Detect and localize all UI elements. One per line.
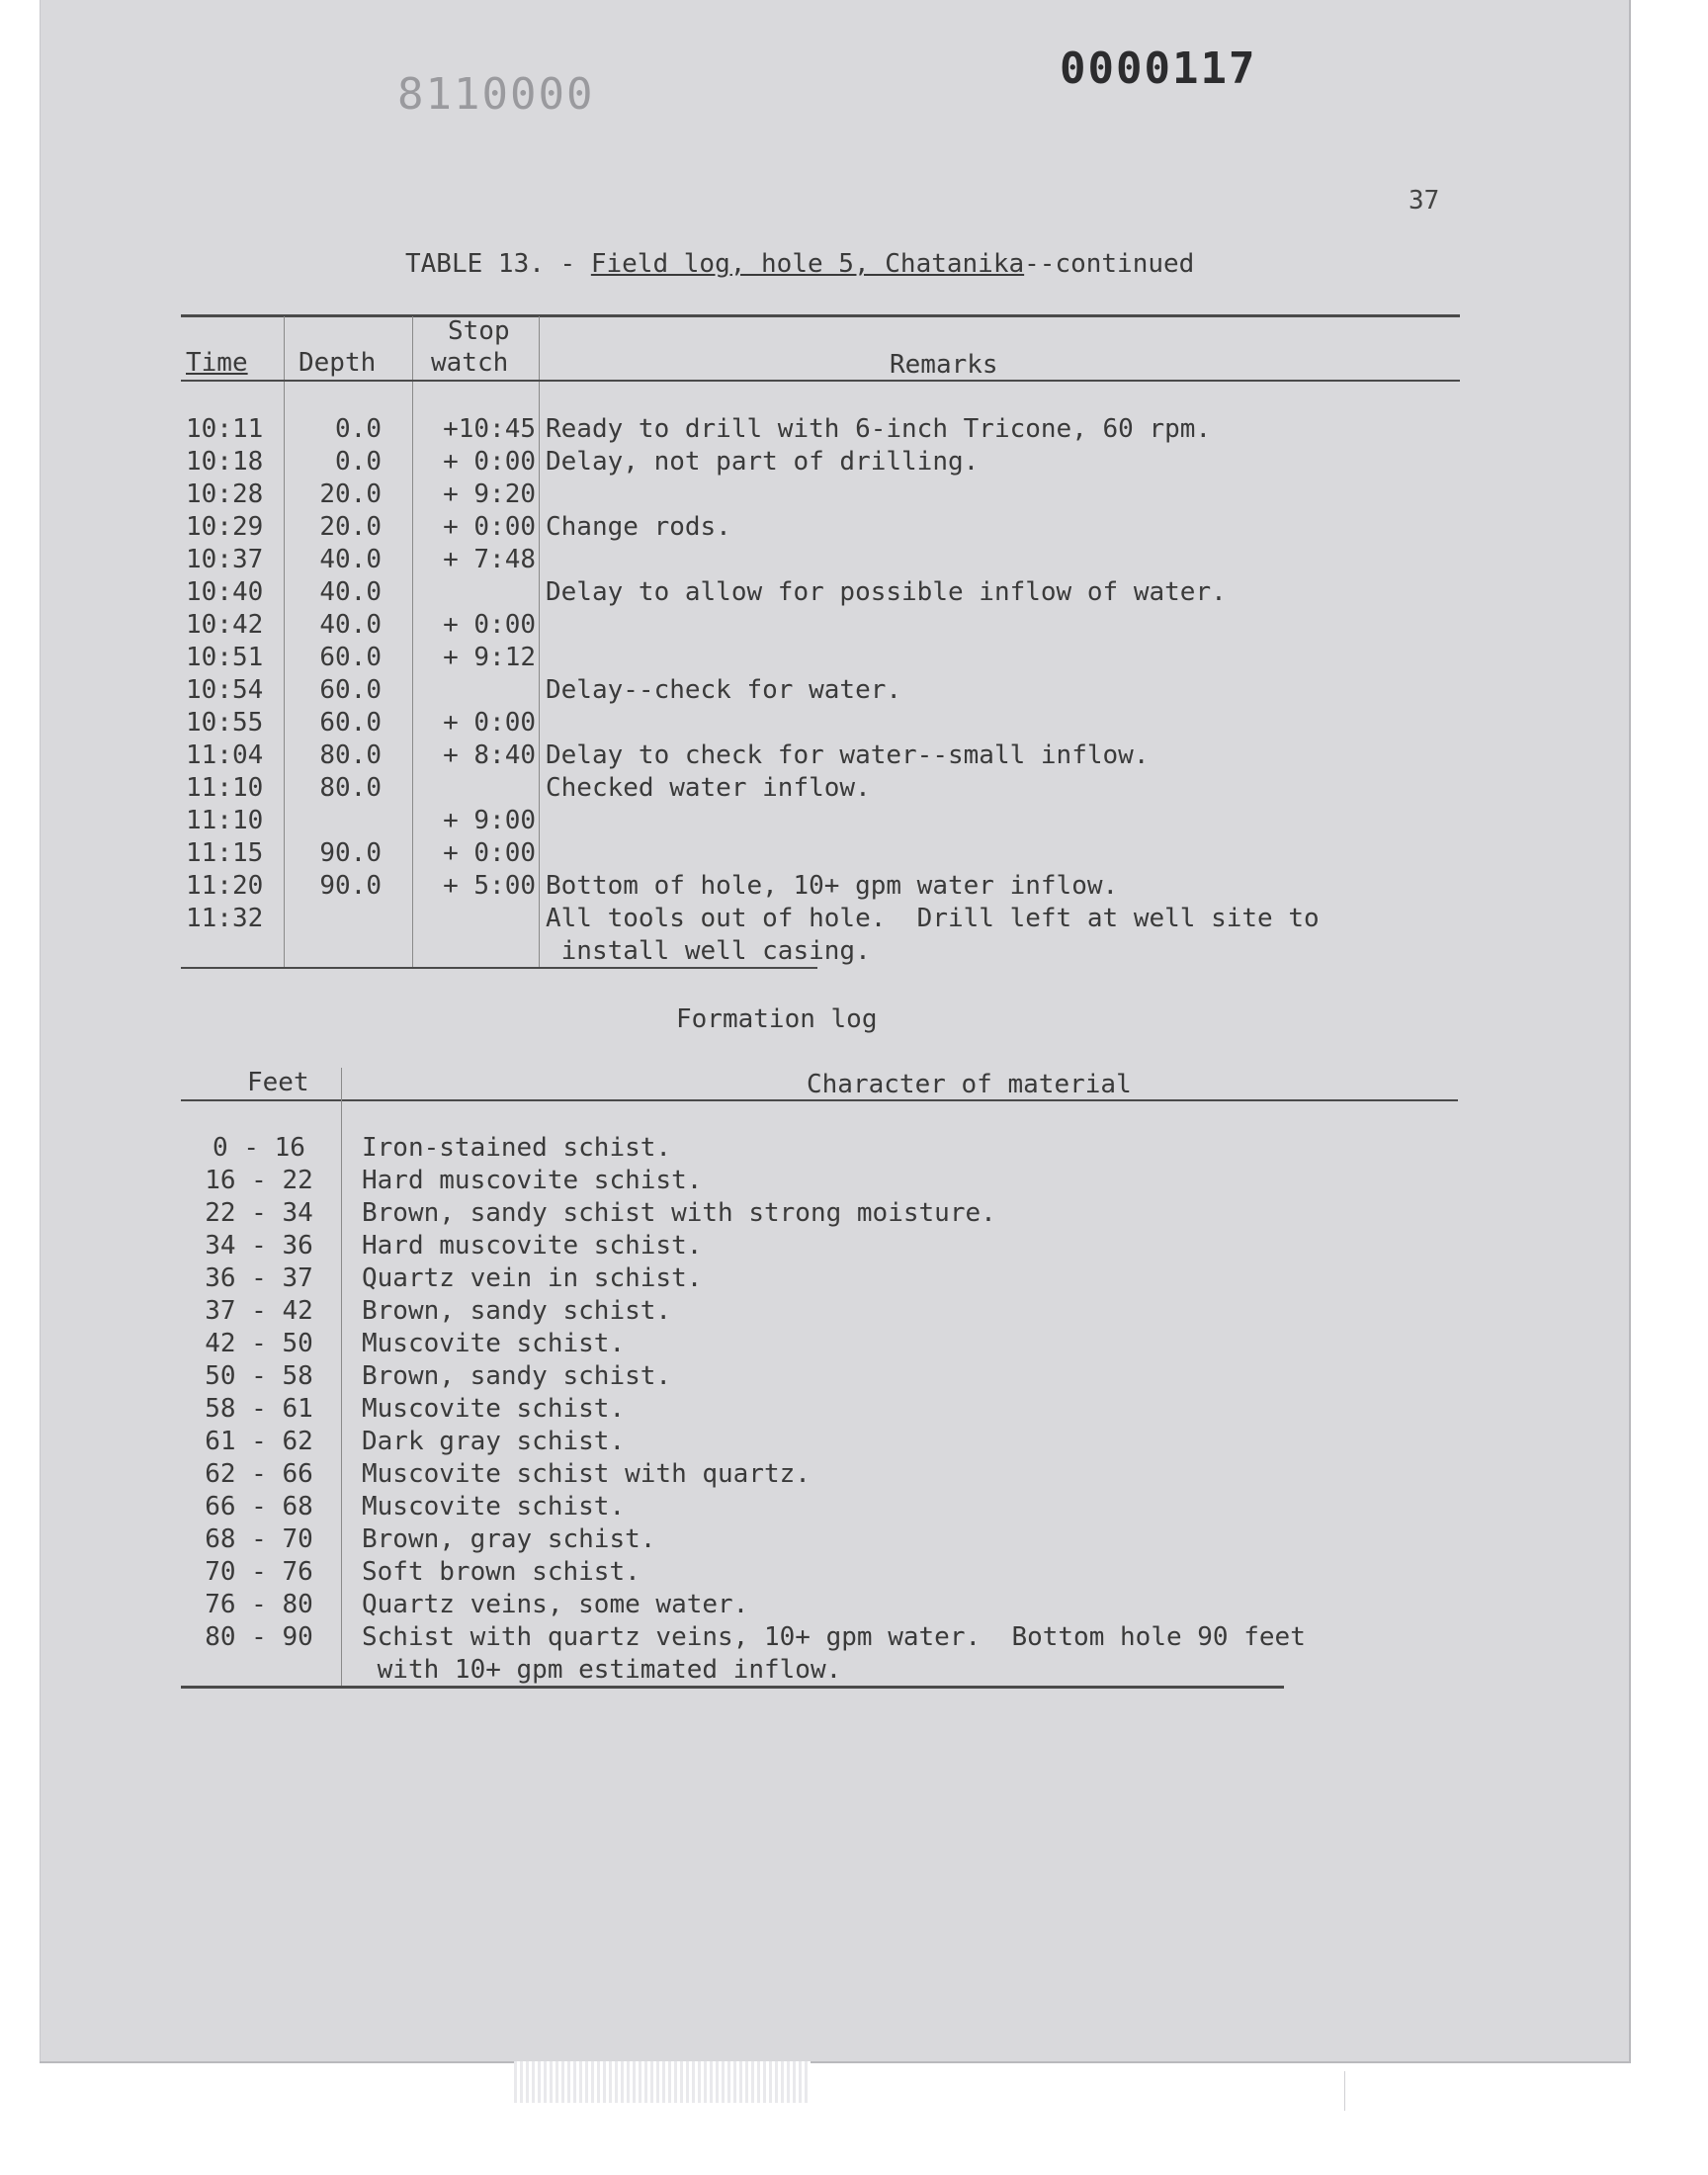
header-time: Time (186, 348, 248, 378)
scan-artifact (514, 2061, 811, 2103)
material-cell: Brown, sandy schist with strong moisture. (362, 1198, 996, 1228)
time-cell: 10:55 (186, 708, 264, 738)
time-cell: 10:40 (186, 577, 264, 607)
stopwatch-cell: + 0:00 (443, 512, 536, 542)
remarks-cell: Delay, not part of drilling. (546, 447, 980, 477)
material-cell: Hard muscovite schist. (362, 1166, 703, 1195)
time-cell: 11:15 (186, 838, 264, 868)
formation-log-heading: Formation log (676, 1004, 878, 1034)
stopwatch-cell: + 9:00 (443, 806, 536, 835)
feet-cell: 66 - 68 (205, 1492, 313, 1522)
feet-cell: 80 - 90 (205, 1622, 313, 1652)
stopwatch-cell: + 0:00 (443, 708, 536, 738)
material-cell: Hard muscovite schist. (362, 1231, 703, 1261)
scan-artifact (1344, 2071, 1345, 2111)
header-remarks: Remarks (890, 350, 998, 380)
feet-cell: 61 - 62 (205, 1427, 313, 1456)
remarks-cell: Ready to drill with 6-inch Tricone, 60 rpm. (546, 414, 1212, 444)
stopwatch-cell: + 0:00 (443, 610, 536, 640)
stopwatch-cell: + 8:40 (443, 740, 536, 770)
formation-log-bottom-rule (181, 1686, 1284, 1689)
table-title (405, 249, 1194, 279)
remarks-cell: Bottom of hole, 10+ gpm water inflow. (546, 871, 1119, 901)
feet-cell: 42 - 50 (205, 1329, 313, 1358)
depth-cell: 90.0 (319, 871, 382, 901)
material-cell: Muscovite schist with quartz. (362, 1459, 811, 1489)
remarks-cell: All tools out of hole. Drill left at well site to (546, 904, 1320, 933)
feet-cell: 70 - 76 (205, 1557, 313, 1587)
time-cell: 11:10 (186, 773, 264, 803)
remarks-cell: Delay to allow for possible inflow of water. (546, 577, 1227, 607)
time-cell: 10:28 (186, 479, 264, 509)
field-log-bottom-rule (181, 967, 817, 969)
material-cell: Brown, gray schist. (362, 1524, 656, 1554)
feet-cell: 0 - 16 (213, 1133, 305, 1163)
time-cell: 10:42 (186, 610, 264, 640)
document-stamp-right: 0000117 (1060, 44, 1257, 94)
header-watch: watch (431, 348, 509, 378)
depth-cell: 0.0 (335, 447, 382, 477)
feet-cell: 34 - 36 (205, 1231, 313, 1261)
feet-cell: 50 - 58 (205, 1361, 313, 1391)
header-feet: Feet (247, 1068, 309, 1097)
depth-cell: 0.0 (335, 414, 382, 444)
remarks-cell: Delay to check for water--small inflow. (546, 740, 1150, 770)
header-depth: Depth (299, 348, 377, 378)
header-character: Character of material (807, 1070, 1132, 1099)
depth-cell: 80.0 (319, 773, 382, 803)
material-cell: Brown, sandy schist. (362, 1296, 672, 1326)
material-cell: Dark gray schist. (362, 1427, 626, 1456)
document-stamp-left: 8110000 (397, 69, 595, 120)
feet-cell: 16 - 22 (205, 1166, 313, 1195)
field-log-divider (539, 316, 540, 969)
material-cell: Brown, sandy schist. (362, 1361, 672, 1391)
field-log-top-rule (181, 314, 1460, 317)
document-page (40, 0, 1631, 2063)
time-cell: 10:11 (186, 414, 264, 444)
title-underlined: Field log, hole 5, Chatanika (590, 249, 1025, 279)
time-cell: 10:51 (186, 643, 264, 672)
remarks-cell: Checked water inflow. (546, 773, 871, 803)
formation-log-divider (341, 1068, 342, 1687)
depth-cell: 60.0 (319, 643, 382, 672)
material-cell: Schist with quartz veins, 10+ gpm water. Bottom hole 90 feet (362, 1622, 1306, 1652)
remarks-cell: Delay--check for water. (546, 675, 902, 705)
depth-cell: 40.0 (319, 577, 382, 607)
time-cell: 11:20 (186, 871, 264, 901)
material-cell: Quartz vein in schist. (362, 1263, 703, 1293)
title-suffix: --continued (1024, 249, 1195, 279)
material-cell: Muscovite schist. (362, 1394, 626, 1424)
material-cell: Muscovite schist. (362, 1329, 626, 1358)
title-prefix: TABLE 13. - (405, 249, 591, 279)
material-cell: with 10+ gpm estimated inflow. (362, 1655, 842, 1685)
formation-log-header-rule (181, 1099, 1458, 1101)
time-cell: 10:54 (186, 675, 264, 705)
feet-cell: 76 - 80 (205, 1590, 313, 1619)
stopwatch-cell: + 9:20 (443, 479, 536, 509)
time-cell: 11:10 (186, 806, 264, 835)
field-log-header-rule (181, 380, 1460, 382)
time-cell: 11:32 (186, 904, 264, 933)
stopwatch-cell: + 5:00 (443, 871, 536, 901)
feet-cell: 22 - 34 (205, 1198, 313, 1228)
depth-cell: 40.0 (319, 545, 382, 574)
stopwatch-cell: + 7:48 (443, 545, 536, 574)
material-cell: Soft brown schist. (362, 1557, 640, 1587)
material-cell: Quartz veins, some water. (362, 1590, 749, 1619)
stopwatch-cell: + 0:00 (443, 447, 536, 477)
feet-cell: 62 - 66 (205, 1459, 313, 1489)
depth-cell: 60.0 (319, 675, 382, 705)
page-number: 37 (1409, 186, 1440, 216)
feet-cell: 37 - 42 (205, 1296, 313, 1326)
material-cell: Iron-stained schist. (362, 1133, 672, 1163)
depth-cell: 20.0 (319, 512, 382, 542)
material-cell: Muscovite schist. (362, 1492, 626, 1522)
stopwatch-cell: +10:45 (443, 414, 536, 444)
stopwatch-cell: + 0:00 (443, 838, 536, 868)
time-cell: 10:29 (186, 512, 264, 542)
depth-cell: 90.0 (319, 838, 382, 868)
remarks-cell: Change rods. (546, 512, 731, 542)
feet-cell: 68 - 70 (205, 1524, 313, 1554)
time-cell: 10:37 (186, 545, 264, 574)
depth-cell: 40.0 (319, 610, 382, 640)
remarks-cell: install well casing. (546, 936, 871, 966)
time-cell: 10:18 (186, 447, 264, 477)
depth-cell: 80.0 (319, 740, 382, 770)
depth-cell: 60.0 (319, 708, 382, 738)
header-stop: Stop (448, 316, 510, 346)
stopwatch-cell: + 9:12 (443, 643, 536, 672)
feet-cell: 58 - 61 (205, 1394, 313, 1424)
time-cell: 11:04 (186, 740, 264, 770)
feet-cell: 36 - 37 (205, 1263, 313, 1293)
depth-cell: 20.0 (319, 479, 382, 509)
